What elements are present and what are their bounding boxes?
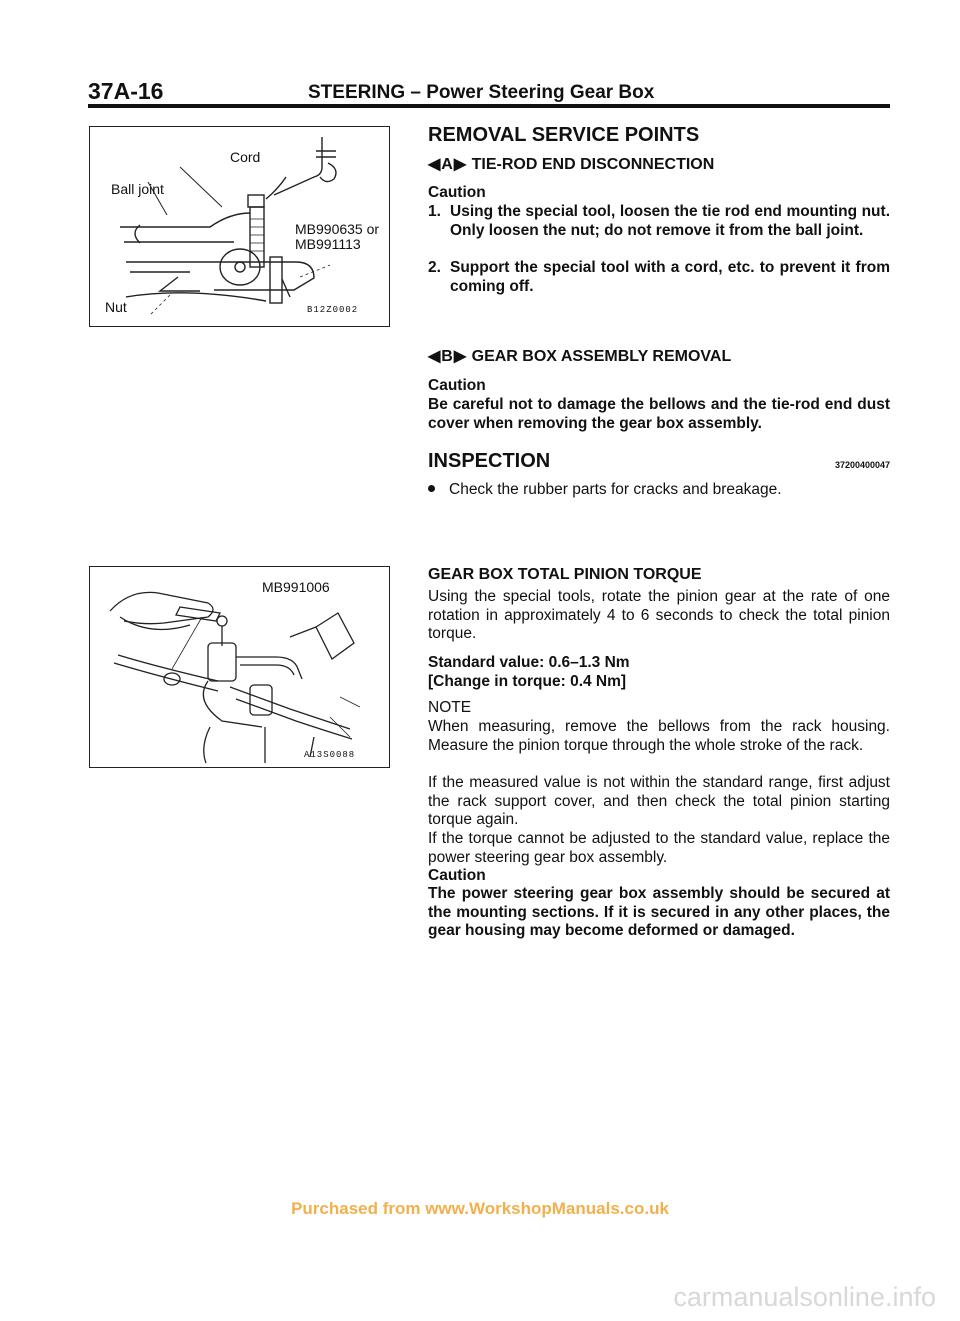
standard-value: Standard value: 0.6–1.3 Nm [428,654,630,671]
figure-pinion-torque [89,566,390,768]
figure-code: A13S0088 [304,750,356,760]
caution-text: Be careful not to damage the bellows and the tie-rod end dust cover when removing the gear box assembly. [428,396,890,432]
watermark: carmanualsonline.info [673,1282,936,1312]
list-text: Support the special tool with a cord, etc. to prevent it from coming off. [450,259,890,295]
note-label: NOTE [428,699,472,716]
label-nut: Nut [105,299,127,315]
note-line: If the measured value is not within the standard range, first adjust the rack support cover, and then check the total pinion starting torque again. [428,774,890,828]
list-text: Using the special tool, loosen the tie rod end mounting nut. Only loosen the nut; do not remove it from the ball joint. [450,203,890,239]
caution-label: Caution [428,377,486,394]
label-tool-primary: MB990635 or [295,221,380,237]
inspection-bullet [428,481,782,499]
header-rule [88,104,890,108]
page-number: 37A-16 [88,78,164,104]
label-tool: MB991006 [262,579,330,595]
removal-heading: REMOVAL SERVICE POINTS [428,124,700,146]
step-tag: ◀A▶ [428,156,468,173]
removal-b-heading [428,346,731,366]
note-line: When measuring, remove the bellows from the rack housing. Measure the pinion torque through the whole stroke of the rack. [428,718,890,754]
list-number: 2. [428,259,441,276]
list-item [428,259,890,296]
footer-purchase-notice: Purchased from www.WorkshopManuals.co.uk [291,1199,669,1218]
removal-a-heading [428,154,714,174]
figure-code: B12Z0002 [307,305,359,315]
label-tool-alternate: MB991113 [295,236,361,252]
list-number: 1. [428,203,441,220]
label-ball-joint: Ball joint [111,181,164,197]
list-item [428,203,890,240]
inspection-code: 37200400047 [834,460,890,470]
torque-heading: GEAR BOX TOTAL PINION TORQUE [428,566,702,583]
bullet-icon [428,485,435,492]
inspection-heading: INSPECTION [428,450,551,472]
caution-label: Caution [428,867,486,884]
bullet-text: Check the rubber parts for cracks and breakage. [449,481,782,498]
label-cord: Cord [230,149,261,165]
caution-text: The power steering gear box assembly should be secured at the mounting sections. If it is secured in any other places, the gear housing may become deformed or damaged. [428,885,890,939]
figure-tie-rod-removal [89,126,390,327]
pinion-torque-illustration [90,567,389,767]
step-title: TIE-ROD END DISCONNECTION [471,156,715,173]
step-tag: ◀B▶ [428,348,468,365]
torque-intro: Using the special tools, rotate the pinion gear at the rate of one rotation in approximately 4 to 6 seconds to check the total pinion torque. [428,588,890,642]
caution-label: Caution [428,184,486,201]
torque-change: [Change in torque: 0.4 Nm] [428,673,627,690]
step-title: GEAR BOX ASSEMBLY REMOVAL [471,348,732,365]
note-line: If the torque cannot be adjusted to the standard value, replace the power steering gear box assembly. [428,830,890,866]
section-title: STEERING – Power Steering Gear Box [308,82,655,103]
